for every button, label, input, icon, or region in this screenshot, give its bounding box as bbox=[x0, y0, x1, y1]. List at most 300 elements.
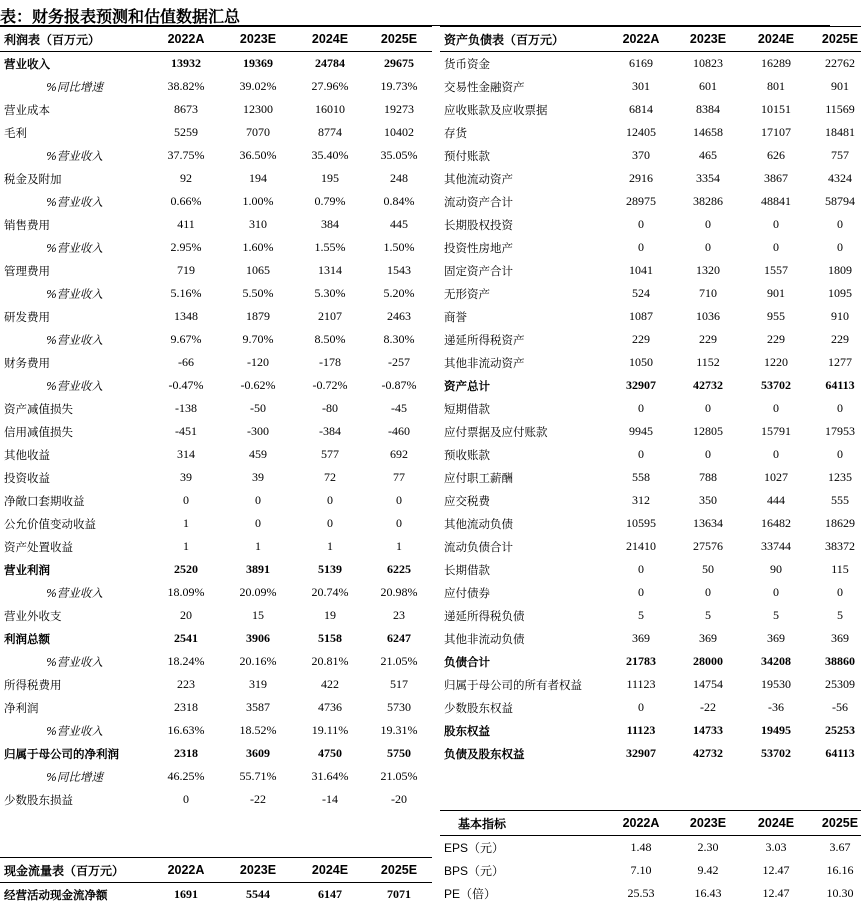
balance-row-value: 626 bbox=[742, 144, 810, 167]
balance-row-value: 229 bbox=[608, 328, 674, 351]
balance-row bbox=[440, 328, 861, 351]
income-row-value: 18.24% bbox=[150, 650, 222, 673]
balance-row-value: 444 bbox=[742, 489, 810, 512]
income-row-label: %营业收入 bbox=[0, 282, 150, 305]
balance-row bbox=[440, 719, 861, 742]
balance-row-label: 归属于母公司的所有者权益 bbox=[440, 673, 608, 696]
balance-row-value: 1050 bbox=[608, 351, 674, 374]
income-row-value: 8.30% bbox=[366, 328, 432, 351]
income-row-value: 13932 bbox=[150, 52, 222, 76]
income-row-value: 2107 bbox=[294, 305, 366, 328]
balance-row-value: 28000 bbox=[674, 650, 742, 673]
income-row-value: -178 bbox=[294, 351, 366, 374]
income-row bbox=[0, 696, 432, 719]
balance-row-value: 5 bbox=[810, 604, 861, 627]
income-row-value: 1.55% bbox=[294, 236, 366, 259]
balance-row bbox=[440, 144, 861, 167]
balance-row-value: 1087 bbox=[608, 305, 674, 328]
balance-row-label: 股东权益 bbox=[440, 719, 608, 742]
income-statement-table bbox=[0, 26, 432, 811]
balance-row-value: 6169 bbox=[608, 52, 674, 76]
balance-row-value: 6814 bbox=[608, 98, 674, 121]
income-row-value: -120 bbox=[222, 351, 294, 374]
income-row-value: 1879 bbox=[222, 305, 294, 328]
balance-row-value: 25253 bbox=[810, 719, 861, 742]
balance-row bbox=[440, 466, 861, 489]
balance-row-value: 14733 bbox=[674, 719, 742, 742]
balance-row-label: 应付债券 bbox=[440, 581, 608, 604]
income-row-value: 20.74% bbox=[294, 581, 366, 604]
income-row-label: 研发费用 bbox=[0, 305, 150, 328]
balance-row-value: 0 bbox=[742, 213, 810, 236]
balance-row-value: 1041 bbox=[608, 259, 674, 282]
balance-row-value: 901 bbox=[742, 282, 810, 305]
income-row-label: %营业收入 bbox=[0, 650, 150, 673]
balance-row-label: 应交税费 bbox=[440, 489, 608, 512]
balance-row-value: 0 bbox=[608, 213, 674, 236]
income-row-value: 18.52% bbox=[222, 719, 294, 742]
balance-row-label: 其他非流动负债 bbox=[440, 627, 608, 650]
balance-row-value: 58794 bbox=[810, 190, 861, 213]
balance-row-value: 21410 bbox=[608, 535, 674, 558]
balance-row-label: 其他流动负债 bbox=[440, 512, 608, 535]
income-row-value: 31.64% bbox=[294, 765, 366, 788]
balance-row-value: 5 bbox=[674, 604, 742, 627]
balance-row-value: 8384 bbox=[674, 98, 742, 121]
cashflow-year-header: 2024E bbox=[294, 858, 366, 883]
balance-row-value: 350 bbox=[674, 489, 742, 512]
income-row-label: 利润总额 bbox=[0, 627, 150, 650]
cashflow-statement-table bbox=[0, 857, 432, 906]
balance-row bbox=[440, 673, 861, 696]
income-row-label: 毛利 bbox=[0, 121, 150, 144]
income-row bbox=[0, 282, 432, 305]
income-row-value: 5750 bbox=[366, 742, 432, 765]
balance-row-value: 0 bbox=[674, 397, 742, 420]
income-row-value: 2541 bbox=[150, 627, 222, 650]
income-row-value: -50 bbox=[222, 397, 294, 420]
income-row-value: 15 bbox=[222, 604, 294, 627]
income-row-label: %营业收入 bbox=[0, 236, 150, 259]
balance-row bbox=[440, 558, 861, 581]
income-row bbox=[0, 512, 432, 535]
income-row-value: 72 bbox=[294, 466, 366, 489]
income-row-value: -14 bbox=[294, 788, 366, 811]
balance-row-label: 预收账款 bbox=[440, 443, 608, 466]
balance-row-value: 0 bbox=[742, 443, 810, 466]
balance-row bbox=[440, 604, 861, 627]
income-row bbox=[0, 443, 432, 466]
balance-row bbox=[440, 75, 861, 98]
income-row-value: 35.40% bbox=[294, 144, 366, 167]
income-row-label: 税金及附加 bbox=[0, 167, 150, 190]
income-row-label: %营业收入 bbox=[0, 374, 150, 397]
balance-row-label: 其他流动资产 bbox=[440, 167, 608, 190]
balance-row-value: 38372 bbox=[810, 535, 861, 558]
income-row bbox=[0, 558, 432, 581]
balance-row-value: 0 bbox=[674, 236, 742, 259]
balance-row-value: 710 bbox=[674, 282, 742, 305]
balance-row-value: 788 bbox=[674, 466, 742, 489]
income-row-value: 1314 bbox=[294, 259, 366, 282]
balance-row-label: 投资性房地产 bbox=[440, 236, 608, 259]
income-row-label: %营业收入 bbox=[0, 719, 150, 742]
income-row-value: 16010 bbox=[294, 98, 366, 121]
balance-row bbox=[440, 443, 861, 466]
balance-row-label: 少数股东权益 bbox=[440, 696, 608, 719]
balance-row-value: 10823 bbox=[674, 52, 742, 76]
income-row-label: 公允价值变动收益 bbox=[0, 512, 150, 535]
income-row-value: 35.05% bbox=[366, 144, 432, 167]
income-row-value: -257 bbox=[366, 351, 432, 374]
balance-row bbox=[440, 742, 861, 765]
balance-row-value: 13634 bbox=[674, 512, 742, 535]
income-row bbox=[0, 374, 432, 397]
metrics-row-value: 10.30 bbox=[810, 882, 861, 905]
income-row-value: 1543 bbox=[366, 259, 432, 282]
balance-row-value: -22 bbox=[674, 696, 742, 719]
balance-row-label: 交易性金融资产 bbox=[440, 75, 608, 98]
balance-row-value: 601 bbox=[674, 75, 742, 98]
balance-row bbox=[440, 374, 861, 397]
balance-header-label: 资产负债表（百万元） bbox=[440, 27, 608, 52]
balance-row-label: 存货 bbox=[440, 121, 608, 144]
income-row-label: 归属于母公司的净利润 bbox=[0, 742, 150, 765]
income-row-value: 1.50% bbox=[366, 236, 432, 259]
income-row bbox=[0, 236, 432, 259]
income-row-value: 20.16% bbox=[222, 650, 294, 673]
balance-row bbox=[440, 397, 861, 420]
income-row-value: 1 bbox=[222, 535, 294, 558]
income-row-value: 1.60% bbox=[222, 236, 294, 259]
balance-row-value: 369 bbox=[608, 627, 674, 650]
balance-row bbox=[440, 305, 861, 328]
balance-row-label: 其他非流动资产 bbox=[440, 351, 608, 374]
income-row-value: 37.75% bbox=[150, 144, 222, 167]
income-row-value: 21.05% bbox=[366, 765, 432, 788]
balance-row-value: 1152 bbox=[674, 351, 742, 374]
income-row bbox=[0, 466, 432, 489]
balance-row-value: 33744 bbox=[742, 535, 810, 558]
metrics-row-value: 3.67 bbox=[810, 836, 861, 860]
income-row bbox=[0, 144, 432, 167]
income-row-value: 8.50% bbox=[294, 328, 366, 351]
balance-row-value: 19530 bbox=[742, 673, 810, 696]
balance-row-value: 115 bbox=[810, 558, 861, 581]
income-row bbox=[0, 52, 432, 76]
balance-row-value: 312 bbox=[608, 489, 674, 512]
income-row bbox=[0, 581, 432, 604]
income-row-value: 2.95% bbox=[150, 236, 222, 259]
income-row-label: 投资收益 bbox=[0, 466, 150, 489]
balance-row-value: 11569 bbox=[810, 98, 861, 121]
cashflow-header-label: 现金流量表（百万元） bbox=[0, 858, 150, 883]
balance-row bbox=[440, 167, 861, 190]
income-row-value: 1 bbox=[150, 512, 222, 535]
income-row bbox=[0, 719, 432, 742]
balance-row-value: 524 bbox=[608, 282, 674, 305]
balance-row-value: 1277 bbox=[810, 351, 861, 374]
balance-row-label: 应收账款及应收票据 bbox=[440, 98, 608, 121]
metrics-year-header: 2023E bbox=[674, 811, 742, 836]
income-row-value: 1 bbox=[294, 535, 366, 558]
income-row-value: -0.87% bbox=[366, 374, 432, 397]
income-row-value: 5158 bbox=[294, 627, 366, 650]
income-row-value: -0.72% bbox=[294, 374, 366, 397]
income-row bbox=[0, 98, 432, 121]
income-row-value: 0.79% bbox=[294, 190, 366, 213]
income-row-value: 20.09% bbox=[222, 581, 294, 604]
income-row-value: 46.25% bbox=[150, 765, 222, 788]
metrics-row-value: 25.53 bbox=[608, 882, 674, 905]
income-row-value: 1 bbox=[150, 535, 222, 558]
balance-row-value: 5 bbox=[742, 604, 810, 627]
income-row-label: 净利润 bbox=[0, 696, 150, 719]
income-row-value: -80 bbox=[294, 397, 366, 420]
balance-row-value: 17107 bbox=[742, 121, 810, 144]
income-row-value: -138 bbox=[150, 397, 222, 420]
income-row-value: 4750 bbox=[294, 742, 366, 765]
balance-row bbox=[440, 98, 861, 121]
balance-row-value: 465 bbox=[674, 144, 742, 167]
balance-row bbox=[440, 581, 861, 604]
income-row-value: -20 bbox=[366, 788, 432, 811]
income-row-label: 净敞口套期收益 bbox=[0, 489, 150, 512]
balance-row-value: 64113 bbox=[810, 742, 861, 765]
income-header-label: 利润表（百万元） bbox=[0, 27, 150, 52]
balance-row bbox=[440, 351, 861, 374]
income-row bbox=[0, 75, 432, 98]
income-row bbox=[0, 489, 432, 512]
metrics-row bbox=[440, 882, 861, 905]
balance-row-value: 555 bbox=[810, 489, 861, 512]
cashflow-row-label: 经营活动现金流净额 bbox=[0, 883, 150, 906]
balance-row-value: 801 bbox=[742, 75, 810, 98]
metrics-row-value: 16.16 bbox=[810, 859, 861, 882]
balance-row bbox=[440, 282, 861, 305]
metrics-header-label: 基本指标 bbox=[440, 811, 608, 836]
income-row bbox=[0, 604, 432, 627]
balance-row-value: 1027 bbox=[742, 466, 810, 489]
income-row-label: %营业收入 bbox=[0, 581, 150, 604]
cashflow-year-header: 2022A bbox=[150, 858, 222, 883]
income-row bbox=[0, 765, 432, 788]
income-row-value: 319 bbox=[222, 673, 294, 696]
income-row-value: 0 bbox=[222, 489, 294, 512]
income-row-value: 3891 bbox=[222, 558, 294, 581]
income-row-value: 2318 bbox=[150, 742, 222, 765]
income-year-header: 2024E bbox=[294, 27, 366, 52]
balance-row-value: 14658 bbox=[674, 121, 742, 144]
income-row-value: 5730 bbox=[366, 696, 432, 719]
income-row-value: 19.31% bbox=[366, 719, 432, 742]
balance-row-label: 短期借款 bbox=[440, 397, 608, 420]
income-row-label: %同比增速 bbox=[0, 75, 150, 98]
income-row-value: 29675 bbox=[366, 52, 432, 76]
balance-row-value: 369 bbox=[742, 627, 810, 650]
balance-row-value: 3867 bbox=[742, 167, 810, 190]
balance-row-value: 229 bbox=[674, 328, 742, 351]
income-row-value: 7070 bbox=[222, 121, 294, 144]
income-row-value: 3906 bbox=[222, 627, 294, 650]
income-row bbox=[0, 535, 432, 558]
balance-row-value: 369 bbox=[674, 627, 742, 650]
income-row bbox=[0, 673, 432, 696]
income-row-value: 92 bbox=[150, 167, 222, 190]
balance-row-value: 90 bbox=[742, 558, 810, 581]
balance-row-value: 21783 bbox=[608, 650, 674, 673]
income-row-label: 少数股东损益 bbox=[0, 788, 150, 811]
balance-row-value: 1320 bbox=[674, 259, 742, 282]
income-row-value: 2318 bbox=[150, 696, 222, 719]
income-row-value: 0 bbox=[150, 489, 222, 512]
income-row-value: 719 bbox=[150, 259, 222, 282]
balance-year-header: 2022A bbox=[608, 27, 674, 52]
balance-row-value: 229 bbox=[810, 328, 861, 351]
balance-row-label: 递延所得税资产 bbox=[440, 328, 608, 351]
balance-row-value: 19495 bbox=[742, 719, 810, 742]
income-row-value: 5.20% bbox=[366, 282, 432, 305]
balance-row-value: 0 bbox=[810, 443, 861, 466]
income-row-value: 77 bbox=[366, 466, 432, 489]
balance-row-value: 18481 bbox=[810, 121, 861, 144]
income-row-value: 1348 bbox=[150, 305, 222, 328]
income-row-value: -45 bbox=[366, 397, 432, 420]
income-row-value: 384 bbox=[294, 213, 366, 236]
income-row-value: 3587 bbox=[222, 696, 294, 719]
income-row-label: %营业收入 bbox=[0, 144, 150, 167]
balance-row-value: 0 bbox=[810, 581, 861, 604]
income-year-header: 2022A bbox=[150, 27, 222, 52]
balance-row-value: 0 bbox=[608, 236, 674, 259]
income-row-label: 营业外收支 bbox=[0, 604, 150, 627]
balance-row-value: 0 bbox=[608, 581, 674, 604]
income-row-value: 0.66% bbox=[150, 190, 222, 213]
income-row-label: 资产处置收益 bbox=[0, 535, 150, 558]
balance-row-value: 0 bbox=[608, 397, 674, 420]
balance-row-value: 3354 bbox=[674, 167, 742, 190]
balance-header-row bbox=[440, 27, 861, 52]
income-row-value: -66 bbox=[150, 351, 222, 374]
balance-row-value: 369 bbox=[810, 627, 861, 650]
income-row-value: 9.67% bbox=[150, 328, 222, 351]
balance-row-value: 757 bbox=[810, 144, 861, 167]
balance-row-value: 38286 bbox=[674, 190, 742, 213]
balance-row-value: 42732 bbox=[674, 742, 742, 765]
income-row-value: 8673 bbox=[150, 98, 222, 121]
income-row bbox=[0, 650, 432, 673]
balance-row-label: 商誉 bbox=[440, 305, 608, 328]
income-row-value: 39 bbox=[150, 466, 222, 489]
income-row-value: 10402 bbox=[366, 121, 432, 144]
income-row bbox=[0, 305, 432, 328]
income-row-label: 营业成本 bbox=[0, 98, 150, 121]
income-row-value: 5139 bbox=[294, 558, 366, 581]
balance-row-value: 2916 bbox=[608, 167, 674, 190]
balance-row-value: 10595 bbox=[608, 512, 674, 535]
balance-row-value: 38860 bbox=[810, 650, 861, 673]
metrics-year-header: 2025E bbox=[810, 811, 861, 836]
balance-row-value: -56 bbox=[810, 696, 861, 719]
income-row-label: 销售费用 bbox=[0, 213, 150, 236]
metrics-row-value: 16.43 bbox=[674, 882, 742, 905]
balance-row-value: 9945 bbox=[608, 420, 674, 443]
income-row bbox=[0, 121, 432, 144]
cashflow-row-value: 7071 bbox=[366, 883, 432, 906]
income-row-value: 310 bbox=[222, 213, 294, 236]
balance-row-value: 27576 bbox=[674, 535, 742, 558]
income-row-value: 20.81% bbox=[294, 650, 366, 673]
balance-row-label: 长期借款 bbox=[440, 558, 608, 581]
income-row-value: 459 bbox=[222, 443, 294, 466]
income-row-value: 19.73% bbox=[366, 75, 432, 98]
balance-row-label: 资产总计 bbox=[440, 374, 608, 397]
balance-row-value: 0 bbox=[742, 236, 810, 259]
income-row-value: 5.16% bbox=[150, 282, 222, 305]
income-row-value: 422 bbox=[294, 673, 366, 696]
income-row-value: 24784 bbox=[294, 52, 366, 76]
balance-row bbox=[440, 236, 861, 259]
income-row-value: 20.98% bbox=[366, 581, 432, 604]
balance-row-value: 14754 bbox=[674, 673, 742, 696]
balance-row bbox=[440, 213, 861, 236]
income-row bbox=[0, 788, 432, 811]
income-row-label: 财务费用 bbox=[0, 351, 150, 374]
balance-row-value: 0 bbox=[674, 581, 742, 604]
income-row-value: 5.30% bbox=[294, 282, 366, 305]
balance-row-value: 42732 bbox=[674, 374, 742, 397]
metrics-header-row bbox=[440, 811, 861, 836]
balance-row-value: 0 bbox=[674, 443, 742, 466]
income-row-label: 资产减值损失 bbox=[0, 397, 150, 420]
income-row-value: 411 bbox=[150, 213, 222, 236]
metrics-row-value: 7.10 bbox=[608, 859, 674, 882]
balance-row-value: 370 bbox=[608, 144, 674, 167]
balance-row-value: 301 bbox=[608, 75, 674, 98]
income-row-value: 4736 bbox=[294, 696, 366, 719]
income-row-value: 0 bbox=[366, 512, 432, 535]
income-year-header: 2023E bbox=[222, 27, 294, 52]
income-row-value: 1 bbox=[366, 535, 432, 558]
income-row-value: 18.09% bbox=[150, 581, 222, 604]
balance-row-value: -36 bbox=[742, 696, 810, 719]
balance-row-label: 预付账款 bbox=[440, 144, 608, 167]
income-row-value: 445 bbox=[366, 213, 432, 236]
balance-row-value: 955 bbox=[742, 305, 810, 328]
balance-row bbox=[440, 535, 861, 558]
income-row-value: 0 bbox=[366, 489, 432, 512]
balance-row bbox=[440, 190, 861, 213]
balance-row-value: 28975 bbox=[608, 190, 674, 213]
balance-row-label: 流动负债合计 bbox=[440, 535, 608, 558]
balance-row-label: 负债及股东权益 bbox=[440, 742, 608, 765]
income-row-value: 20 bbox=[150, 604, 222, 627]
metrics-row-value: 12.47 bbox=[742, 882, 810, 905]
balance-row-value: 1220 bbox=[742, 351, 810, 374]
income-row-label: 管理费用 bbox=[0, 259, 150, 282]
income-row-label: 其他收益 bbox=[0, 443, 150, 466]
balance-row-value: 1095 bbox=[810, 282, 861, 305]
income-row-value: 19273 bbox=[366, 98, 432, 121]
metrics-row-label: BPS（元） bbox=[440, 859, 608, 882]
income-row-value: 19.11% bbox=[294, 719, 366, 742]
cashflow-row-value: 1691 bbox=[150, 883, 222, 906]
balance-row-label: 长期股权投资 bbox=[440, 213, 608, 236]
balance-row-value: 0 bbox=[810, 397, 861, 420]
income-row-value: 19369 bbox=[222, 52, 294, 76]
income-row-value: 517 bbox=[366, 673, 432, 696]
balance-row-value: 901 bbox=[810, 75, 861, 98]
